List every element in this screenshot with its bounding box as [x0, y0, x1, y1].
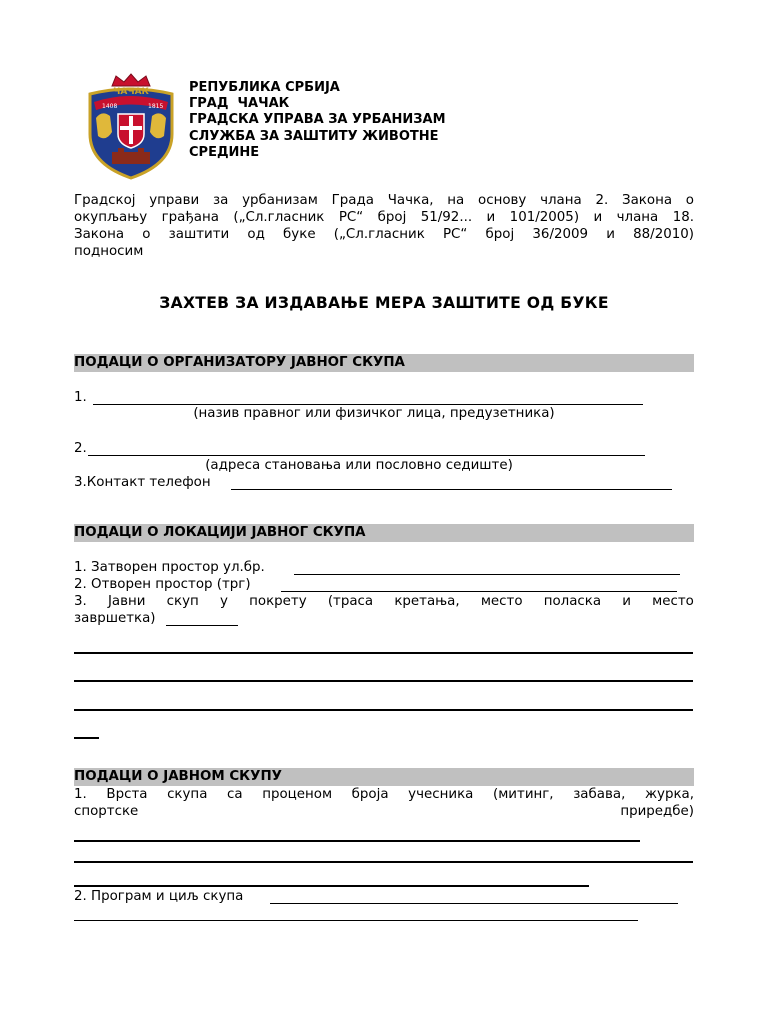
emblem-year-right: 1815 [148, 103, 164, 110]
event-type-label [74, 786, 694, 803]
section-heading-event [74, 768, 694, 786]
intro-line-1: Градској управи за урбанизам Града Чачка, на основу члана 2. Закона о [74, 193, 694, 208]
event-word: проценом [262, 787, 333, 802]
event-type-label-cont [74, 803, 694, 820]
location-closed-space-field[interactable] [294, 574, 680, 575]
location-moving-event-label-cont: завршетка) [74, 611, 156, 626]
emblem-label: ЧАЧАК [113, 87, 149, 97]
location-word: покрету [249, 594, 307, 609]
document-title: ЗАХТЕВ ЗА ИЗДАВАЊЕ МЕРА ЗАШТИТЕ ОД БУКЕ [159, 294, 609, 312]
event-word: 1. [74, 787, 87, 802]
event-word: (митинг, [492, 787, 554, 802]
organizer-address-field[interactable] [88, 455, 645, 456]
location-moving-event-label [74, 593, 694, 610]
city-emblem [82, 72, 180, 182]
intro-paragraph [74, 192, 694, 260]
event-program-field-line-2[interactable] [74, 920, 638, 921]
event-word: са [227, 787, 243, 802]
location-route-field-line-4[interactable] [74, 737, 99, 739]
emblem-year-left: 1408 [102, 103, 118, 110]
header-line-city: ГРАД ЧАЧАК [189, 96, 290, 112]
intro-line-4: подносим [74, 244, 144, 259]
event-program-field-inline[interactable] [270, 903, 678, 904]
event-word: скупа [167, 787, 208, 802]
header-line-environment: СРЕДИНЕ [189, 144, 260, 160]
intro-line-2: окупљању грађана („Сл.гласник РС“ број 51/92... и 101/2005) и члана 18. [74, 210, 694, 225]
event-word: Врста [106, 787, 148, 802]
organizer-item-1-note: (назив правног или физичког лица, предузетника) [193, 406, 555, 421]
location-closed-space-label: 1. Затворен простор ул.бр. [74, 560, 265, 575]
location-route-field-line-1[interactable] [74, 652, 693, 654]
section-heading-organizer [74, 354, 694, 372]
event-word: забава, [573, 787, 626, 802]
event-program-label: 2. Програм и циљ скупа [74, 889, 244, 904]
location-word: скуп [166, 594, 199, 609]
event-word: броја [351, 787, 389, 802]
location-word: кретања, [394, 594, 460, 609]
institution-header [189, 80, 446, 161]
organizer-item-2-note: (адреса становања или пословно седиште) [205, 458, 513, 473]
event-type-sports: спортске [74, 804, 139, 819]
location-open-space-field[interactable] [281, 591, 677, 592]
organizer-phone-field[interactable] [231, 489, 672, 490]
event-type-field-line-2[interactable] [74, 861, 693, 863]
intro-line-3: Закона о заштити од буке („Сл.гласник РС“ број 36/2009 и 88/2010) [74, 227, 694, 242]
header-line-republic: РЕПУБЛИКА СРБИЈА [189, 80, 340, 95]
location-word: и [622, 594, 631, 609]
location-word: место [652, 594, 694, 609]
location-route-field-line-2[interactable] [74, 680, 693, 682]
location-word: поласка [543, 594, 602, 609]
event-type-field-line-3[interactable] [74, 885, 589, 887]
section-heading-organizer-text: ПОДАЦИ О ОРГАНИЗАТОРУ ЈАВНОГ СКУПА [74, 355, 405, 370]
header-line-service: СЛУЖБА ЗА ЗАШТИТУ ЖИВОТНЕ [189, 128, 439, 144]
location-open-space-label: 2. Отворен простор (трг) [74, 577, 251, 592]
section-heading-event-text: ПОДАЦИ О ЈАВНОМ СКУПУ [74, 769, 282, 784]
event-type-field-line-1[interactable] [74, 840, 640, 842]
organizer-item-1-label: 1. [74, 390, 87, 405]
location-route-field-inline[interactable] [166, 625, 238, 626]
location-word: 3. [74, 594, 87, 609]
event-word: учесника [408, 787, 474, 802]
organizer-item-2-label: 2. [74, 441, 87, 456]
event-type-events: приредбе) [620, 804, 694, 819]
organizer-phone-label: 3.Контакт телефон [74, 475, 211, 490]
section-heading-location [74, 524, 694, 542]
location-word: (траса [327, 594, 374, 609]
event-word: журка, [644, 787, 694, 802]
location-word: Јавни [107, 594, 146, 609]
location-word: у [220, 594, 228, 609]
section-heading-location-text: ПОДАЦИ О ЛОКАЦИЈИ ЈАВНОГ СКУПА [74, 525, 366, 540]
location-route-field-line-3[interactable] [74, 709, 693, 711]
header-line-administration: ГРАДСКА УПРАВА ЗА УРБАНИЗАМ [189, 112, 446, 128]
location-word: место [480, 594, 523, 609]
